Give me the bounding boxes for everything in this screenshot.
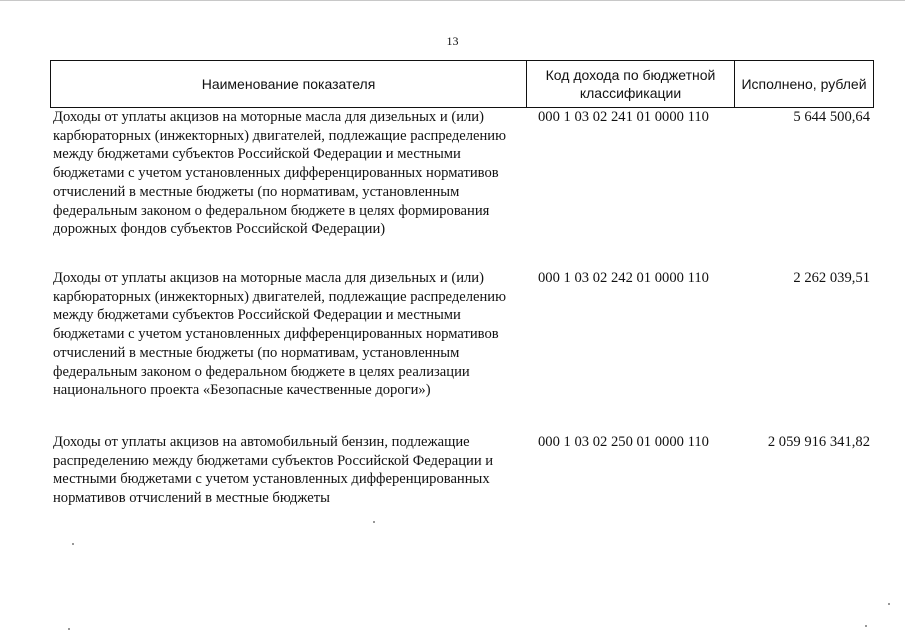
scan-speck	[865, 625, 867, 627]
row-income-code: 000 1 03 02 250 01 0000 110	[538, 434, 709, 450]
row-indicator-name: Доходы от уплаты акцизов на моторные масла для дизельных и (или) карбюраторных (инжекторных) двигателей, подлежащие распределению между бюджетами субъектов Российской Федерации и местными бюджетами с учетом установленных дифференцированных нормативов отчислений в местные бюджеты (по нормативам, установленным федеральным законом о федеральном бюджете в целях реализации национального проекта «Безопасные качественные дороги»)	[53, 270, 507, 399]
row-executed-amount: 2 059 916 341,82	[767, 434, 870, 450]
row-income-code: 000 1 03 02 242 01 0000 110	[538, 270, 709, 286]
header-amount-column: Исполнено, рублей	[741, 76, 867, 92]
row-income-code: 000 1 03 02 241 01 0000 110	[538, 109, 709, 125]
scan-speck	[68, 628, 70, 630]
scan-speck	[72, 543, 74, 545]
scan-speck	[888, 603, 890, 605]
header-code-column: Код дохода по бюджетной классификации	[527, 61, 735, 107]
row-executed-amount: 5 644 500,64	[793, 109, 870, 125]
row-indicator-name: Доходы от уплаты акцизов на автомобильный бензин, подлежащие распределению между бюджетами субъектов Российской Федерации и местными бюджетами с учетом установленных дифференцированных нормативов отчислений в местные бюджеты	[53, 434, 494, 507]
table-header	[50, 60, 874, 108]
page-number: 13	[446, 34, 459, 48]
header-name-column: Наименование показателя	[51, 61, 527, 107]
row-indicator-name: Доходы от уплаты акцизов на моторные масла для дизельных и (или) карбюраторных (инжекторных) двигателей, подлежащие распределению между бюджетами субъектов Российской Федерации и местными бюджетами с учетом установленных дифференцированных нормативов отчислений в местные бюджеты (по нормативам, установленным федеральным законом о федеральном бюджете в целях формирования дорожных фондов субъектов Российской Федерации)	[53, 109, 507, 238]
scan-speck	[373, 521, 375, 523]
row-executed-amount: 2 262 039,51	[793, 270, 870, 286]
page-top-edge	[0, 0, 905, 1]
